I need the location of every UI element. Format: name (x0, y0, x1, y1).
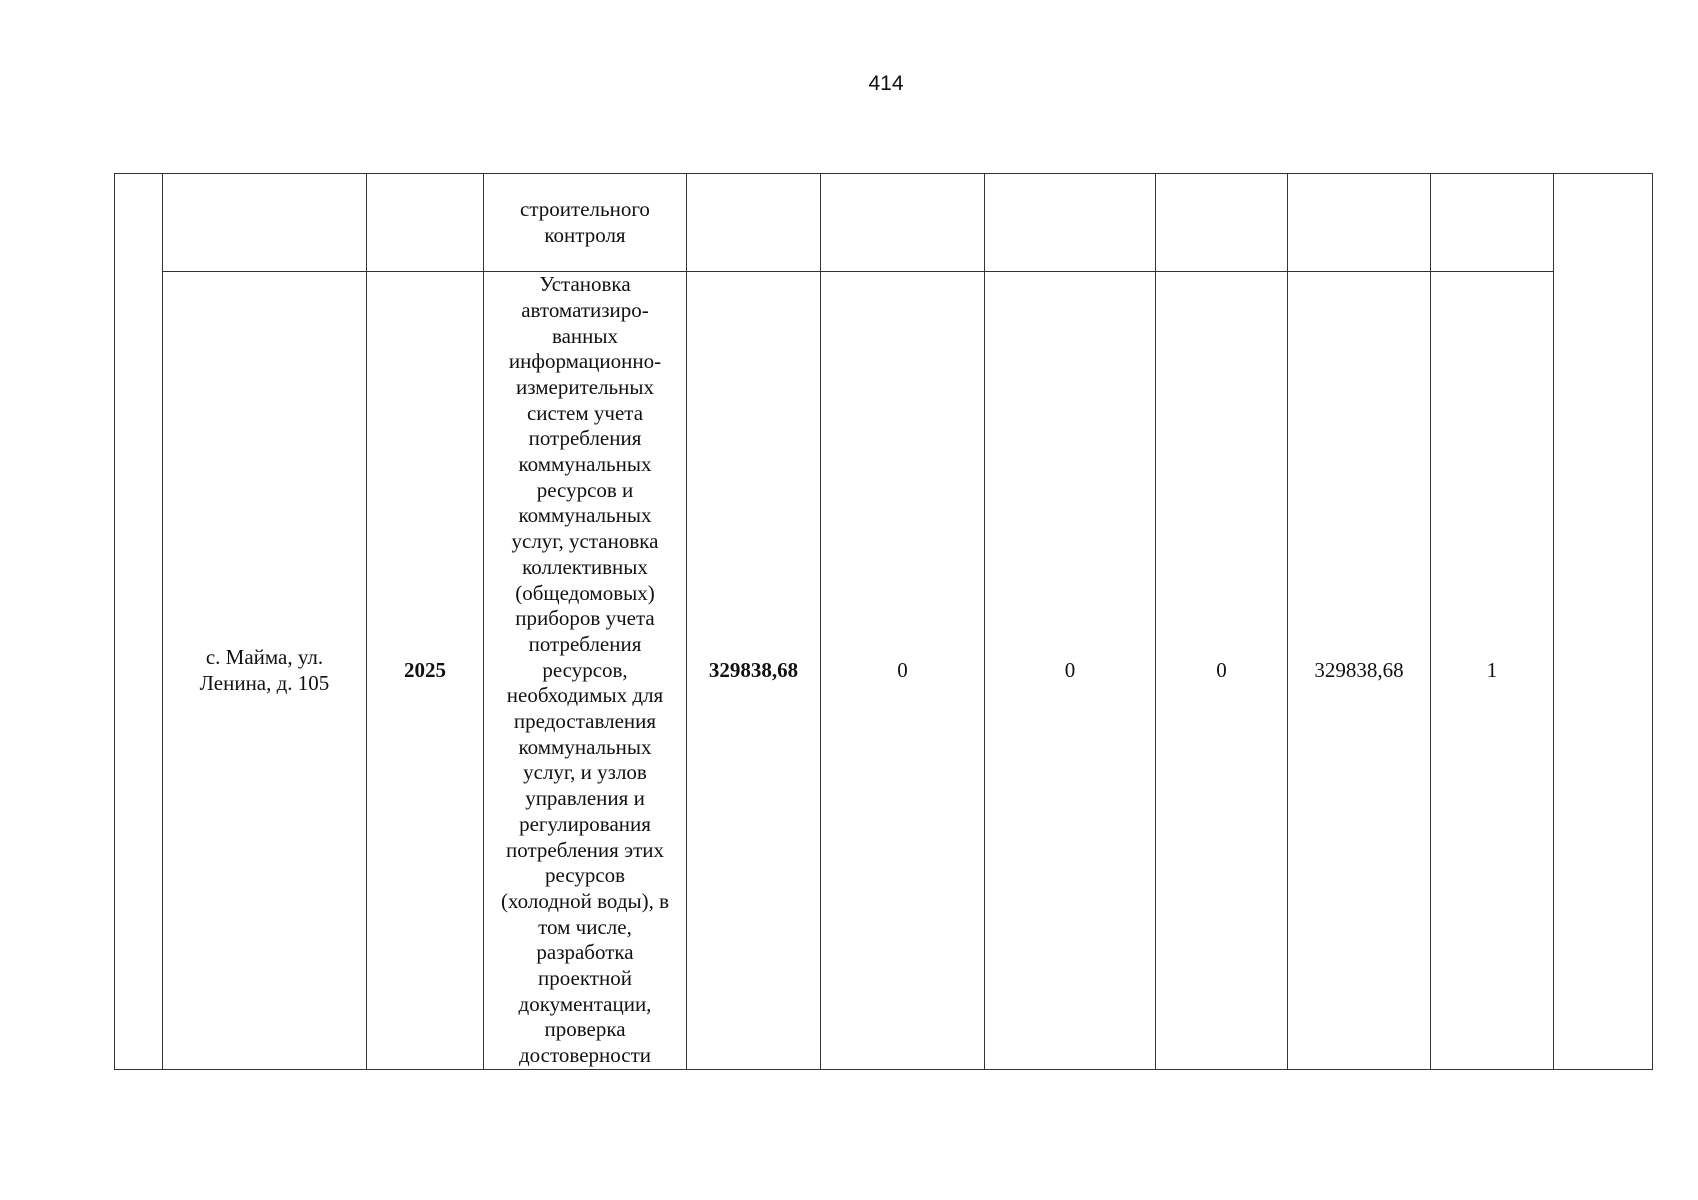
work-line: услуг, установка (511, 529, 659, 554)
value-3-cell: 0 (1156, 272, 1288, 1070)
value-4-cell-empty (1288, 174, 1431, 272)
total-cost-cell-empty (687, 174, 821, 272)
work-line: информационно- (508, 349, 662, 374)
value-2-cell: 0 (985, 272, 1156, 1070)
table-row-main (115, 272, 1653, 1070)
value-5-cell: 1 (1431, 272, 1554, 1070)
value-1-cell-empty (821, 174, 985, 272)
address-line: Ленина, д. 105 (199, 670, 330, 695)
work-line: разработка (536, 940, 634, 965)
work-line: ресурсов, (542, 657, 628, 682)
work-line: коллективных (522, 554, 648, 579)
work-line: регулирования (519, 811, 651, 836)
work-line: потребления этих (506, 837, 664, 862)
work-line: ванных (551, 323, 619, 348)
table-row-continued (115, 174, 1653, 272)
work-line: (холодной воды), в (500, 888, 670, 913)
work-line: достоверности (518, 1043, 652, 1068)
work-line: коммунальных (518, 734, 652, 759)
address-cell (163, 272, 367, 1070)
work-line: контроля (544, 222, 626, 247)
work-line: необходимых для (506, 683, 664, 708)
works-table (114, 173, 1653, 1070)
value-5-cell-empty (1431, 174, 1554, 272)
value-1-cell: 0 (821, 272, 985, 1070)
year-cell: 2025 (367, 272, 484, 1070)
work-line: (общедомовых) (515, 580, 655, 605)
value-2-cell-empty (985, 174, 1156, 272)
last-column-cell (1554, 174, 1653, 1070)
value-3-cell-empty (1156, 174, 1288, 272)
work-line: услуг, и узлов (523, 760, 647, 785)
work-line: документации, (518, 991, 652, 1016)
work-line: систем учета (526, 400, 644, 425)
value-4-cell: 329838,68 (1288, 272, 1431, 1070)
work-line: проектной (538, 966, 632, 991)
year-cell-empty (367, 174, 484, 272)
work-line: коммунальных (518, 452, 652, 477)
work-description-cell (484, 272, 687, 1070)
address-cell-empty (163, 174, 367, 272)
work-line: ресурсов (544, 863, 626, 888)
work-description-cell-continued (484, 174, 687, 272)
number-cell (115, 174, 163, 1070)
work-line: потребления (528, 426, 642, 451)
work-line: Установка (539, 272, 631, 297)
work-line: ресурсов и (536, 477, 634, 502)
work-line: предоставления (513, 709, 657, 734)
address-line: с. Майма, ул. (205, 644, 324, 669)
work-line: приборов учета (515, 606, 655, 631)
work-line: автоматизиро- (521, 297, 649, 322)
work-line: коммунальных (518, 503, 652, 528)
work-line: измерительных (516, 374, 654, 399)
total-cost-cell: 329838,68 (687, 272, 821, 1070)
work-line: управления и (525, 786, 645, 811)
work-line: том числе, (538, 914, 632, 939)
work-line: проверка (544, 1017, 626, 1042)
page-number: 414 (868, 72, 904, 95)
work-line: потребления (528, 631, 642, 656)
work-line: строительного (520, 196, 650, 221)
